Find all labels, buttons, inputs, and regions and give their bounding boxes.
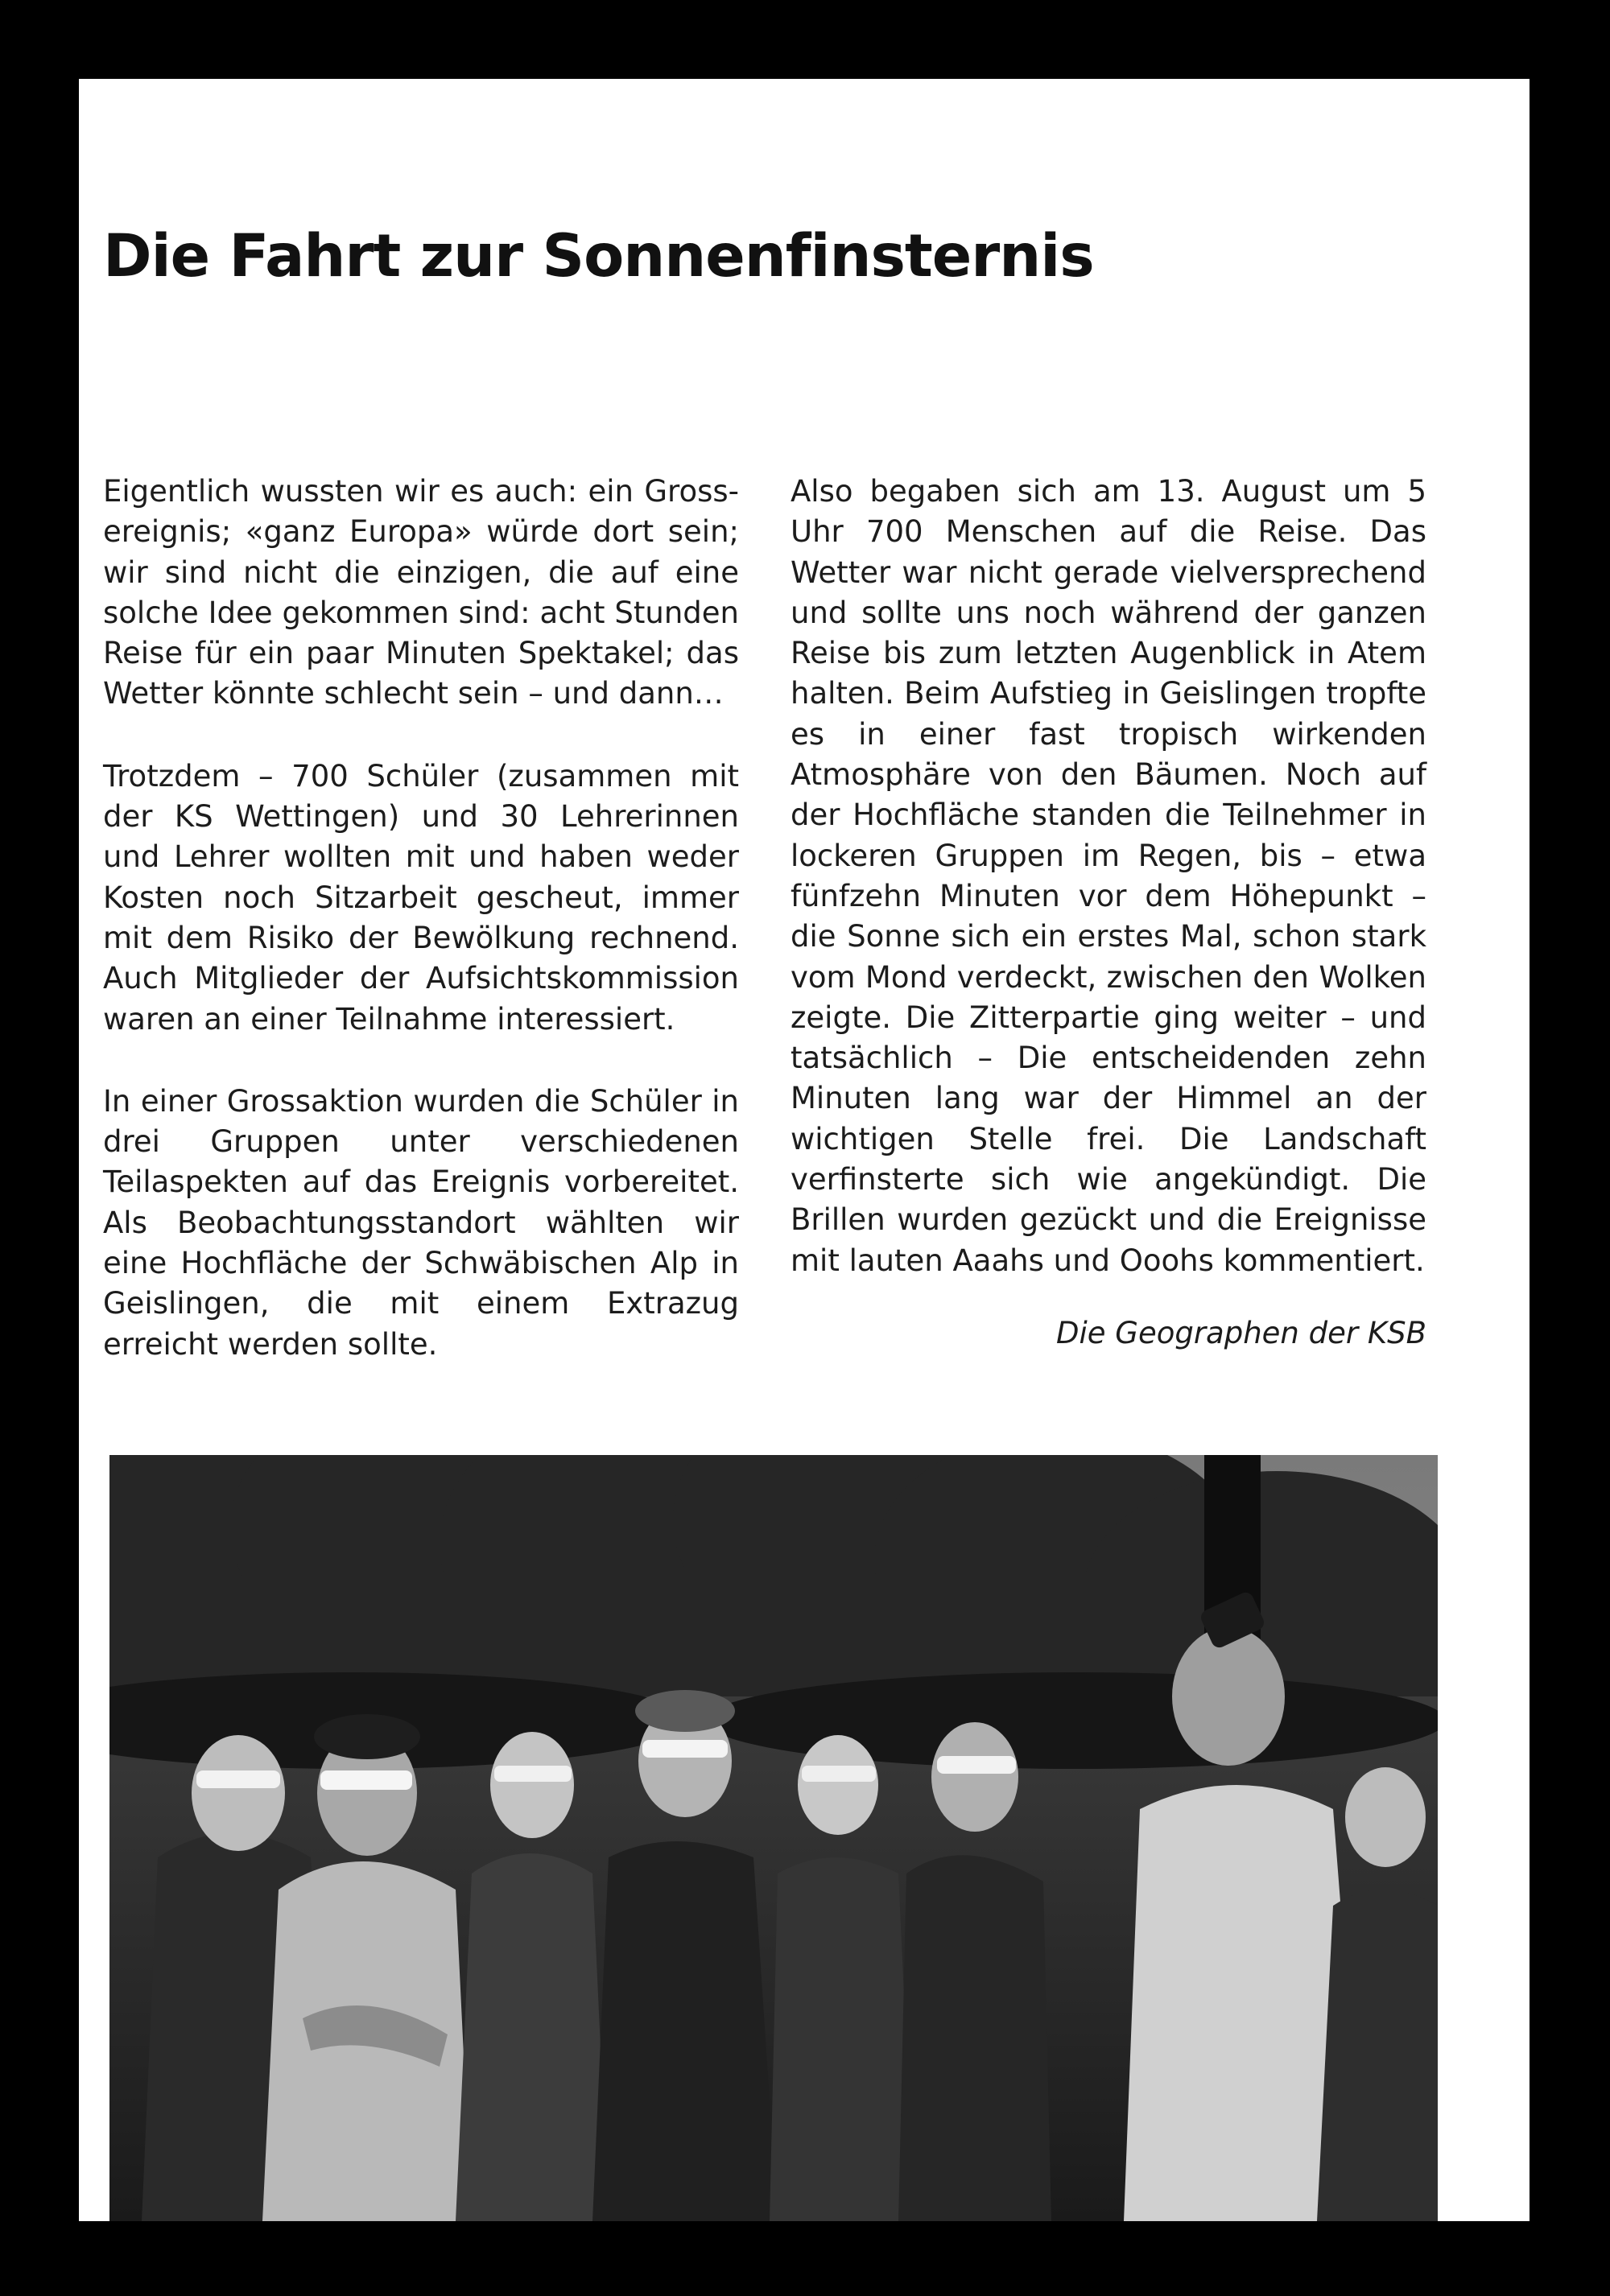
eclipse-crowd-photo [109, 1455, 1438, 2221]
photo-illustration [109, 1455, 1438, 2221]
paragraph-preparation: In einer Grossaktion wurden die Schüler in drei Gruppen unter verschiedenen Teilaspekten auf das Ereignis vorbereitet. Als Beobachtungsstandort wählten wir eine Hochfläche der Schwäbischen Alp in Geislingen, die mit einem Extrazug erreicht werden sollte. [103, 1083, 739, 1362]
author-signature: Die Geographen der KSB [1055, 1315, 1426, 1350]
document-page [79, 79, 1530, 2221]
left-text-column [103, 472, 739, 1365]
paragraph-journey: Also begaben sich am 13. August um 5 Uhr 700 Menschen auf die Reise. Das Wetter war nicht gerade vielversprechend und sollte uns noch während der ganzen Reise bis zum letzten Augenblick in Atem halten. Beim Aufstieg in Geislingen tropfte es in einer fast tropisch wirkenden Atmosphäre von den Bäumen. Noch auf der Hochfläche standen die Teilnehmer in lockeren Gruppen im Regen, bis – etwa fünfzehn Minuten vor dem Höhepunkt – die Sonne sich ein erstes Mal, schon stark vom Mond verdeckt, zwischen den Wolken zeigte. Die Zitterpartie ging weiter – und tatsächlich – Die entscheidenden zehn Minuten lang war der Himmel an der wichtigen Stelle frei. Die Landschaft verfinsterte sich wie angekündigt. Die Brillen wurden gezückt und die Ereignisse mit lauten Aaahs und Ooohs kommentiert. [791, 474, 1426, 1278]
article-title: Die Fahrt zur Sonnenfinsternis [103, 222, 1094, 291]
paragraph-intro: Eigentlich wussten wir es auch: ein Grossereignis; «ganz Europa» würde dort sein; wir sind nicht die einzigen, die auf eine solche Idee gekommen sind: acht Stunden Reise für ein paar Minuten Spektakel; das Wetter könnte schlecht sein – und dann… [103, 474, 739, 711]
right-text-column [791, 472, 1426, 1354]
paragraph-participants: Trotzdem – 700 Schüler (zusammen mit der KS Wettingen) und 30 Lehrerinnen und Lehrer wollten mit und haben weder Kosten noch Sitzarbeit gescheut, immer mit dem Risiko der Bewölkung rechnend. Auch Mitglieder der Aufsichtskommission waren an einer Teilnahme interessiert. [103, 758, 739, 1037]
